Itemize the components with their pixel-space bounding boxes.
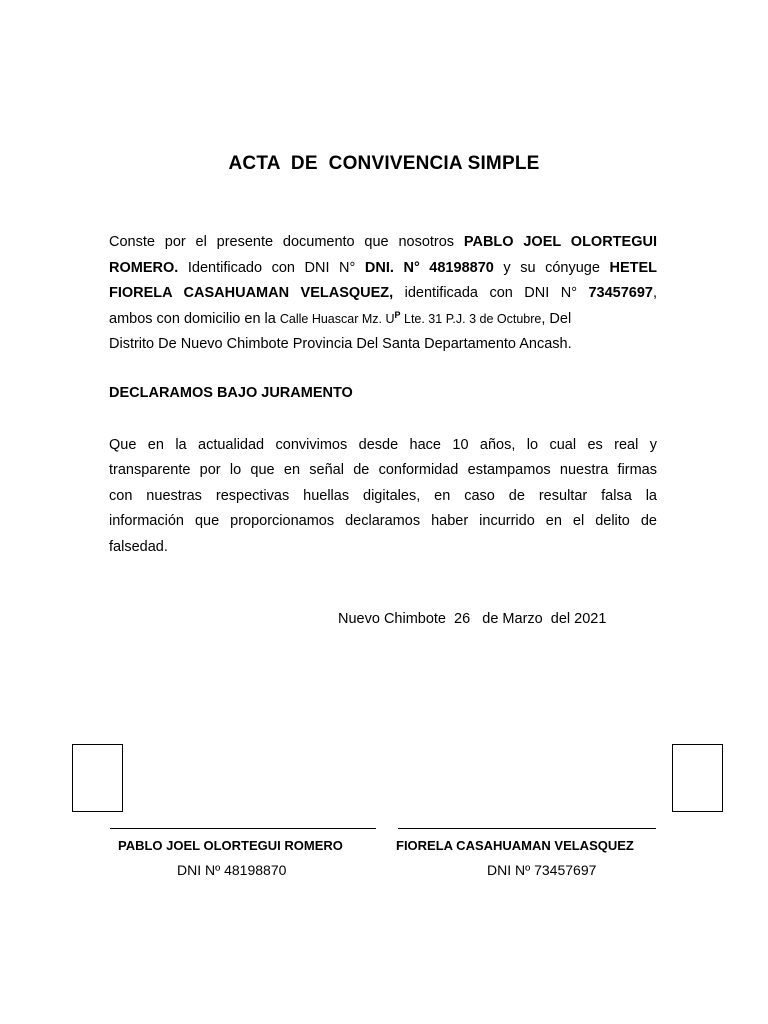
intro-text: , Del — [541, 311, 572, 327]
place-date: Nuevo Chimbote 26 de Marzo del 2021 — [338, 611, 607, 627]
intro-text: Identificado con DNI N° — [178, 260, 365, 276]
intro-line-1 — [109, 233, 657, 251]
declarant-1-name-part: ROMERO. — [109, 260, 179, 276]
intro-line-3 — [109, 284, 657, 302]
declarant-2-name-part: HETEL — [609, 260, 658, 276]
intro-text: , — [652, 285, 657, 301]
intro-text: ambos con domicilio en la — [109, 311, 280, 327]
signatory-name-left: PABLO JOEL OLORTEGUI ROMERO — [118, 838, 343, 853]
declaration-heading: DECLARAMOS BAJO JURAMENTO — [109, 385, 353, 401]
declarant-1-dni: DNI. N° 48198870 — [364, 260, 494, 276]
intro-line-5: Distrito De Nuevo Chimbote Provincia Del Santa Departamento Ancash. — [109, 336, 572, 352]
declarant-1-name-part: PABLO JOEL OLORTEGUI — [463, 234, 657, 250]
signature-line-left — [110, 828, 376, 829]
intro-line-4 — [109, 310, 657, 329]
body-line: falsedad. — [109, 539, 168, 555]
declarant-2-name-part: FIORELA CASAHUAMAN VELASQUEZ, — [109, 285, 394, 301]
intro-text: identificada con DNI N° — [393, 285, 589, 301]
signatory-dni-right: DNI Nº 73457697 — [487, 862, 597, 878]
address-text: Lte. 31 P.J. 3 de Octubre — [400, 312, 542, 326]
signatory-name-right: FIORELA CASAHUAMAN VELASQUEZ — [396, 838, 634, 853]
fingerprint-box-left — [72, 744, 123, 812]
body-line: Que en la actualidad convivimos desde hace 10 años, lo cual es real y — [109, 437, 657, 453]
address-text: Calle Huascar Mz. U — [279, 312, 395, 326]
signature-line-right — [398, 828, 656, 829]
intro-text: Conste por el presente documento que nosotros — [109, 234, 464, 250]
intro-line-2 — [109, 259, 657, 277]
intro-text: y su cónyuge — [493, 260, 610, 276]
fingerprint-box-right — [672, 744, 723, 812]
body-line: transparente por lo que en señal de conformidad estampamos nuestra firmas — [109, 462, 657, 478]
address-superscript: P — [394, 310, 401, 320]
body-line: con nuestras respectivas huellas digitales, en caso de resultar falsa la — [109, 488, 657, 504]
body-line: información que proporcionamos declaramos haber incurrido en el delito de — [109, 513, 657, 529]
document-title: ACTA DE CONVIVENCIA SIMPLE — [228, 153, 540, 174]
declarant-2-dni: 73457697 — [588, 285, 653, 301]
signatory-dni-left: DNI Nº 48198870 — [177, 862, 287, 878]
